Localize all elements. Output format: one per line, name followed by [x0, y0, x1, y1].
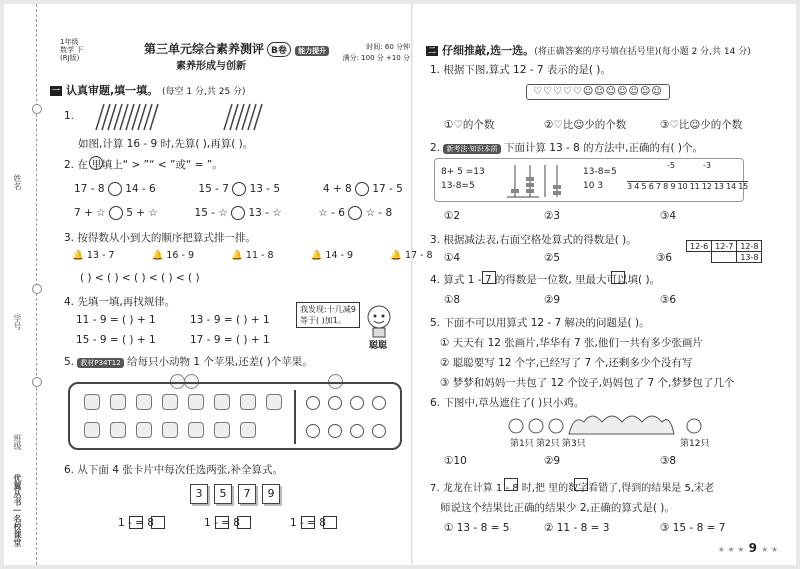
- q6-cards: [190, 484, 286, 504]
- jump-label: -3: [703, 161, 711, 170]
- answer-box[interactable]: [215, 516, 229, 529]
- pig-icon: [162, 394, 178, 410]
- r-q4-option[interactable]: ③6: [660, 294, 677, 306]
- r-q7-option[interactable]: ② 11 - 8 = 3: [544, 522, 610, 534]
- r-q7-option[interactable]: ③ 15 - 8 = 7: [660, 522, 726, 534]
- table-cell: 12-7: [712, 241, 737, 252]
- punch-hole: [32, 284, 42, 294]
- child-character-icon: [364, 304, 394, 338]
- section1-heading: [50, 82, 246, 98]
- r-q2-option[interactable]: ②3: [544, 210, 561, 222]
- r-q3-option[interactable]: ①4: [444, 252, 461, 264]
- q4-row: 17 - 9 = ( ) + 1: [190, 334, 270, 346]
- answer-box[interactable]: [574, 478, 588, 491]
- q4-row: 15 - 9 = ( ) + 1: [76, 334, 156, 346]
- section2-title: 仔细推敲,选一选。: [442, 44, 535, 57]
- q3-text: 3. 按得数从小到大的顺序把算式排一排。: [64, 232, 256, 244]
- chick-label: 第2只: [536, 439, 560, 449]
- page-title: [144, 40, 329, 57]
- giraffe-icon: [240, 422, 256, 438]
- volume-tag: 能力提升: [295, 46, 329, 56]
- bell-icon: 🔔: [231, 250, 243, 261]
- punch-hole: [32, 104, 42, 114]
- method-text: 10 3: [583, 181, 604, 191]
- chick-label: 第3只: [562, 439, 586, 449]
- punch-hole: [32, 377, 42, 387]
- q2-row1: [74, 182, 403, 196]
- compare-circle[interactable]: [355, 182, 369, 196]
- apple-icon: [372, 424, 386, 438]
- method-text: 13-8=5: [441, 181, 475, 191]
- star-icon: ★ ★: [761, 545, 778, 554]
- sheep-icon: [214, 394, 230, 410]
- number-card: 9: [262, 484, 280, 504]
- table-cell: 12-8: [737, 241, 762, 252]
- apple-icon: [350, 424, 364, 438]
- q4-speech-bubble: [296, 302, 360, 328]
- compare-circle[interactable]: [108, 182, 122, 196]
- q3-item: 13 - 7: [86, 250, 115, 261]
- bird-icon: [136, 422, 152, 438]
- panda-icon: [240, 394, 256, 410]
- monkey-icon: [266, 394, 282, 410]
- compare-circle[interactable]: [109, 206, 123, 220]
- apple-icon: [306, 424, 320, 438]
- lion-icon: [188, 422, 204, 438]
- page-subtitle: 素养形成与创新: [176, 61, 246, 72]
- q2-row2: [74, 206, 392, 220]
- q4-text: 4. 先填一填,再找规律。: [64, 296, 176, 308]
- rabbit-icon: [84, 394, 100, 410]
- rooster-icon: [188, 394, 204, 410]
- r-q2-option[interactable]: ①2: [444, 210, 461, 222]
- q2-instruction: 2. 在 里填上“ > ”“ < ”或“ = ”。: [64, 159, 223, 171]
- section-number-icon: 一: [52, 86, 60, 95]
- q3-item: 14 - 9: [325, 250, 354, 261]
- q3-items: [72, 250, 433, 261]
- r-q6-option[interactable]: ①10: [444, 455, 467, 467]
- r-q6-option[interactable]: ③8: [660, 455, 677, 467]
- fish-icon: [110, 422, 126, 438]
- r-q1-option[interactable]: ③♡比☺少的个数: [660, 119, 743, 131]
- number-card: 3: [190, 484, 208, 504]
- section2-hint: (将正确答案的序号填在括号里)(每小题 2 分,共 14 分): [534, 47, 751, 57]
- r-q7-text: 7. 龙龙在计算 1 - 8 时,把 里的数字看错了,得到的结果是 5,宋老: [430, 483, 715, 494]
- q3-item: 16 - 9: [166, 250, 194, 261]
- apple-icon: [372, 396, 386, 410]
- panel-divider: [294, 390, 296, 444]
- bell-icon: 🔔: [151, 250, 164, 261]
- number-card: 5: [214, 484, 232, 504]
- mouse-icon: [214, 422, 230, 438]
- answer-box[interactable]: [301, 516, 315, 529]
- section-number-icon: 二: [428, 46, 436, 55]
- r-q4-option[interactable]: ①8: [444, 294, 461, 306]
- q4-row: 13 - 9 = ( ) + 1: [190, 314, 270, 326]
- r-q3-option[interactable]: ③6: [656, 252, 673, 264]
- r-q2-question: 下面计算 13 - 8 的方法中,正确的有( )个。: [503, 142, 704, 154]
- hearts-smiles-strip: ♡♡♡♡♡☺☺☺☺☺☺☺: [526, 84, 670, 100]
- q4-row: 11 - 9 = ( ) + 1: [76, 314, 156, 326]
- expr: 15 - ☆: [194, 207, 228, 219]
- q5-question: 给每只小动物 1 个苹果,还差( )个苹果。: [127, 356, 313, 368]
- r-q2-number: 2.: [430, 142, 441, 154]
- answer-box[interactable]: [323, 516, 337, 529]
- expr: 17 - 5: [372, 183, 403, 195]
- q3-item: 11 - 8: [245, 250, 274, 261]
- subtraction-table: [686, 240, 762, 263]
- page-fold: [411, 4, 413, 565]
- q5-text: [64, 354, 313, 369]
- compare-circle[interactable]: [231, 206, 245, 220]
- answer-box[interactable]: [611, 271, 625, 284]
- r-q6-text: 6. 下图中,草丛遮住了( )只小鸡。: [430, 397, 585, 409]
- compare-circle[interactable]: [348, 206, 362, 220]
- compare-circle[interactable]: [232, 182, 246, 196]
- expr: ☆ - 6: [318, 207, 345, 219]
- id-label: 学号: [13, 314, 22, 330]
- answer-box[interactable]: [151, 516, 165, 529]
- r-q1-option[interactable]: ①♡的个数: [444, 119, 495, 131]
- chicks-and-grass-illustration: [504, 406, 734, 436]
- r-q4-option[interactable]: ②9: [544, 294, 561, 306]
- bell-icon: 🔔: [390, 250, 402, 261]
- brand-label: 优翼丛书 | 名校课堂: [13, 474, 22, 547]
- worksheet-page: [4, 4, 796, 565]
- expr: 17 - 8: [74, 183, 105, 195]
- chick-label: 第1只: [510, 439, 534, 449]
- expr: 15 - 7: [198, 183, 229, 195]
- apple-icon: [306, 396, 320, 410]
- expr: 13 - ☆: [248, 207, 282, 219]
- volume-badge: B卷: [267, 42, 291, 57]
- r-q2-option[interactable]: ③4: [660, 210, 677, 222]
- table-cell: 13-8: [737, 252, 762, 263]
- page-number: [718, 541, 778, 555]
- blank-cell: [712, 252, 737, 263]
- r-q7-option[interactable]: ① 13 - 8 = 5: [444, 522, 510, 534]
- r-q2-methods-panel: [434, 158, 749, 202]
- q5-tag: 教材P34T12: [77, 358, 123, 368]
- answer-box[interactable]: [482, 271, 496, 284]
- q3-item: 17 - 8: [404, 250, 433, 261]
- r-q5-option[interactable]: ① 天天有 12 张画片,华华有 7 张,他们一共有多少张画片: [440, 337, 703, 349]
- compare-circle[interactable]: [89, 156, 103, 170]
- chick-label: 第12只: [680, 439, 710, 449]
- q2-text: [64, 157, 223, 172]
- grade-text: 1年级: [60, 38, 79, 46]
- edition-text: (RJ版): [60, 54, 80, 62]
- bell-icon: 🔔: [72, 250, 84, 261]
- q1-number: 1.: [64, 110, 75, 122]
- expr: 7 + ☆: [74, 207, 106, 219]
- apple-icon: [350, 396, 364, 410]
- r-q5-text: 5. 下面不可以用算式 12 - 7 解决的问题是( )。: [430, 317, 650, 329]
- horse-icon: [110, 394, 126, 410]
- answer-box[interactable]: [237, 516, 251, 529]
- page-header: [60, 38, 410, 72]
- number-line: 3 4 5 6 7 8 9 10 11 12 13 14 15: [627, 182, 749, 191]
- bubble-line: 我发现:十几减9: [300, 305, 356, 314]
- sticks-illustration: [94, 102, 354, 132]
- page-number-text: 9: [748, 541, 757, 555]
- table-cell: 12-6: [687, 241, 712, 252]
- q6-equation[interactable]: 1 - = 8: [290, 517, 326, 529]
- answer-box[interactable]: [504, 478, 518, 491]
- r-q1-text: 1. 根据下图,算式 12 - 7 表示的是( )。: [430, 64, 611, 76]
- expr: 14 - 6: [125, 183, 156, 195]
- q6-equation[interactable]: 1 - = 8: [118, 517, 154, 529]
- q1-text: 如图,计算 16 - 9 时,先算( ),再算( )。: [78, 138, 254, 150]
- apple-icon: [328, 424, 342, 438]
- r-q6-option[interactable]: ②9: [544, 455, 561, 467]
- cat-icon: [136, 394, 152, 410]
- section2-heading: [426, 42, 751, 58]
- expr: ☆ - 8: [365, 207, 393, 219]
- grade-info: [60, 38, 94, 62]
- character-name: 聪聪: [369, 341, 388, 351]
- time-score: [343, 42, 410, 64]
- method-text: 8+ 5 =13: [441, 167, 485, 177]
- abacus-icon: [505, 163, 565, 199]
- r-q5-option[interactable]: ③ 梦梦和妈妈一共包了 12 个饺子,妈妈包了 7 个,梦梦包了几个: [440, 377, 735, 389]
- q3-order-line[interactable]: ( ) < ( ) < ( ) < ( ) < ( ): [80, 272, 200, 284]
- jump-label: -5: [667, 161, 675, 170]
- apple-icon: [328, 396, 342, 410]
- name-label: 姓名: [13, 174, 22, 190]
- class-label: 班级: [13, 434, 22, 450]
- dog-icon: [162, 422, 178, 438]
- expr: 4 + 8: [322, 183, 352, 195]
- r-q3-option[interactable]: ②5: [544, 252, 561, 264]
- animals-panel: [68, 382, 402, 450]
- title-text: 第三单元综合素养测评: [144, 42, 265, 56]
- method-text: 13-8=5: [583, 167, 617, 177]
- q6-text: 6. 从下面 4 张卡片中每次任选两张,补全算式。: [64, 464, 284, 476]
- answer-box[interactable]: [129, 516, 143, 529]
- turtle-icon: [84, 422, 100, 438]
- r-q7-text-line2: 师说这个结果比正确的结果少 2,正确的算式是( )。: [440, 502, 675, 514]
- section1-title: 认真审题,填一填。: [66, 84, 159, 97]
- expr: 13 - 5: [249, 183, 281, 195]
- star-icon: ★ ★ ★: [717, 545, 745, 554]
- r-q5-option[interactable]: ② 聪聪要写 12 个字,已经写了 7 个,还剩多少个没有写: [440, 357, 693, 369]
- time-text: 时间: 60 分钟: [366, 43, 410, 51]
- bell-icon: 🔔: [310, 250, 323, 261]
- r-q2-tag: 新考法·知识本质: [443, 144, 500, 154]
- r-q1-option[interactable]: ②♡比☺少的个数: [544, 119, 627, 131]
- subject-text: 数学 下: [60, 46, 84, 54]
- expr: 5 + ☆: [126, 207, 158, 219]
- q5-number: 5.: [64, 356, 75, 368]
- r-q2-text: [430, 140, 703, 155]
- r-q4-text: 4. 算式 1 - 7 的得数是一位数, 里最大可以填( )。: [430, 274, 661, 286]
- r-q3-text: 3. 根据减法表,右面空格处算式的得数是( )。: [430, 234, 637, 246]
- section1-hint: (每空 1 分,共 25 分): [162, 87, 246, 97]
- score-text: 满分: 100 分 +10 分: [342, 54, 410, 62]
- q6-equation[interactable]: 1 - = 8: [204, 517, 240, 529]
- number-card: 7: [238, 484, 256, 504]
- bubble-line: 等于( )加1。: [300, 316, 346, 325]
